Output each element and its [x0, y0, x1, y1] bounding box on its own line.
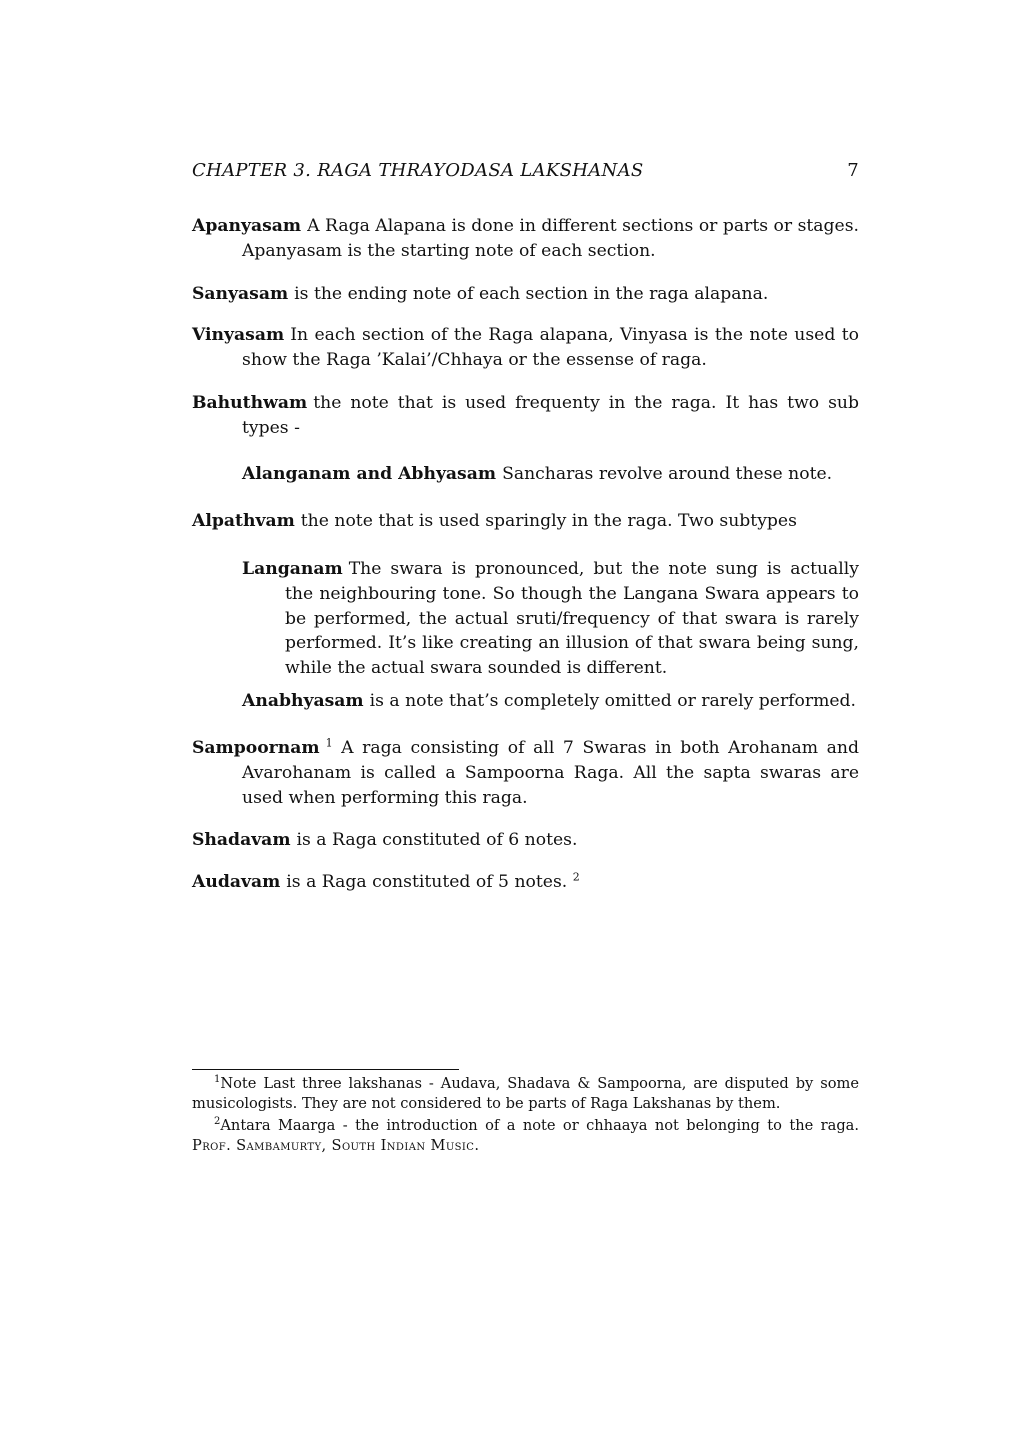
footnote-1 [192, 1074, 859, 1114]
footnote-2-mark: 2 [214, 1116, 221, 1128]
term-sanyasam: Sanyasam [192, 284, 289, 304]
definition-sampoornam: A raga consisting of all 7 Swaras in both Arohanam and Avarohanam is called a Sampoorna Raga. All the sapta swaras are used when performing this raga. [242, 738, 860, 808]
footnote-marker-2[interactable]: 2 [572, 870, 580, 884]
footnote-1-text: Note Last three lakshanas - Audava, Shadava & Sampoorna, are disputed by some musicologists. They are not considered to be parts of Raga Lakshanas by them. [192, 1075, 859, 1112]
term-audavam: Audavam [192, 872, 281, 892]
term-bahuthwam: Bahuthwam [192, 393, 308, 413]
definition-bahuthwam: the note that is used frequenty in the raga. It has two sub types - [242, 393, 859, 438]
entry-alpathvam [192, 509, 859, 534]
footnote-2-citation: Prof. Sambamurty, South Indian Music. [192, 1137, 480, 1154]
definition-alanganam: Sancharas revolve around these note. [502, 464, 833, 484]
page-number: 7 [847, 160, 859, 181]
footnote-marker-1[interactable]: 1 [325, 736, 333, 750]
term-vinyasam: Vinyasam [192, 325, 285, 345]
entry-langanam [242, 557, 859, 681]
entry-alanganam [242, 462, 859, 487]
footnote-rule [192, 1069, 459, 1070]
term-alanganam: Alanganam and Abhyasam [242, 464, 497, 484]
entry-vinyasam [192, 323, 859, 373]
entry-bahuthwam [192, 391, 859, 441]
term-shadavam: Shadavam [192, 830, 291, 850]
term-apanyasam: Apanyasam [192, 216, 302, 236]
term-langanam: Langanam [242, 559, 343, 579]
footnote-2 [192, 1116, 859, 1156]
entry-audavam [192, 870, 859, 895]
chapter-title: CHAPTER 3. RAGA THRAYODASA LAKSHANAS [192, 160, 644, 181]
entry-apanyasam [192, 214, 859, 264]
footnotes [192, 1074, 859, 1158]
term-sampoornam: Sampoornam [192, 738, 320, 758]
entry-shadavam [192, 828, 859, 853]
running-header [192, 160, 859, 181]
definition-shadavam: is a Raga constituted of 6 notes. [296, 830, 578, 850]
footnote-1-mark: 1 [214, 1074, 221, 1086]
term-alpathvam: Alpathvam [192, 511, 295, 531]
definition-vinyasam: In each section of the Raga alapana, Vinyasa is the note used to show the Raga ’Kalai’/Chhaya or the essense of raga. [242, 325, 859, 370]
definition-audavam: is a Raga constituted of 5 notes. [286, 872, 568, 892]
definition-langanam: The swara is pronounced, but the note sung is actually the neighbouring tone. So though the Langana Swara appears to be performed, the actual sruti/frequency of that swara is rarely performed. It’s like creating an illusion of that swara being sung, while the actual swara sounded is different. [285, 559, 859, 679]
definition-apanyasam: A Raga Alapana is done in different sections or parts or stages. Apanyasam is the starting note of each section. [242, 216, 859, 261]
definition-anabhyasam: is a note that’s completely omitted or rarely performed. [369, 691, 857, 711]
definition-sanyasam: is the ending note of each section in the raga alapana. [294, 284, 769, 304]
entry-sampoornam [192, 736, 859, 810]
term-anabhyasam: Anabhyasam [242, 691, 364, 711]
definition-alpathvam: the note that is used sparingly in the raga. Two subtypes [300, 511, 797, 531]
entry-anabhyasam [242, 689, 859, 714]
entry-sanyasam [192, 282, 859, 307]
footnote-2-text: Antara Maarga - the introduction of a note or chhaaya not belonging to the raga. [220, 1117, 859, 1134]
